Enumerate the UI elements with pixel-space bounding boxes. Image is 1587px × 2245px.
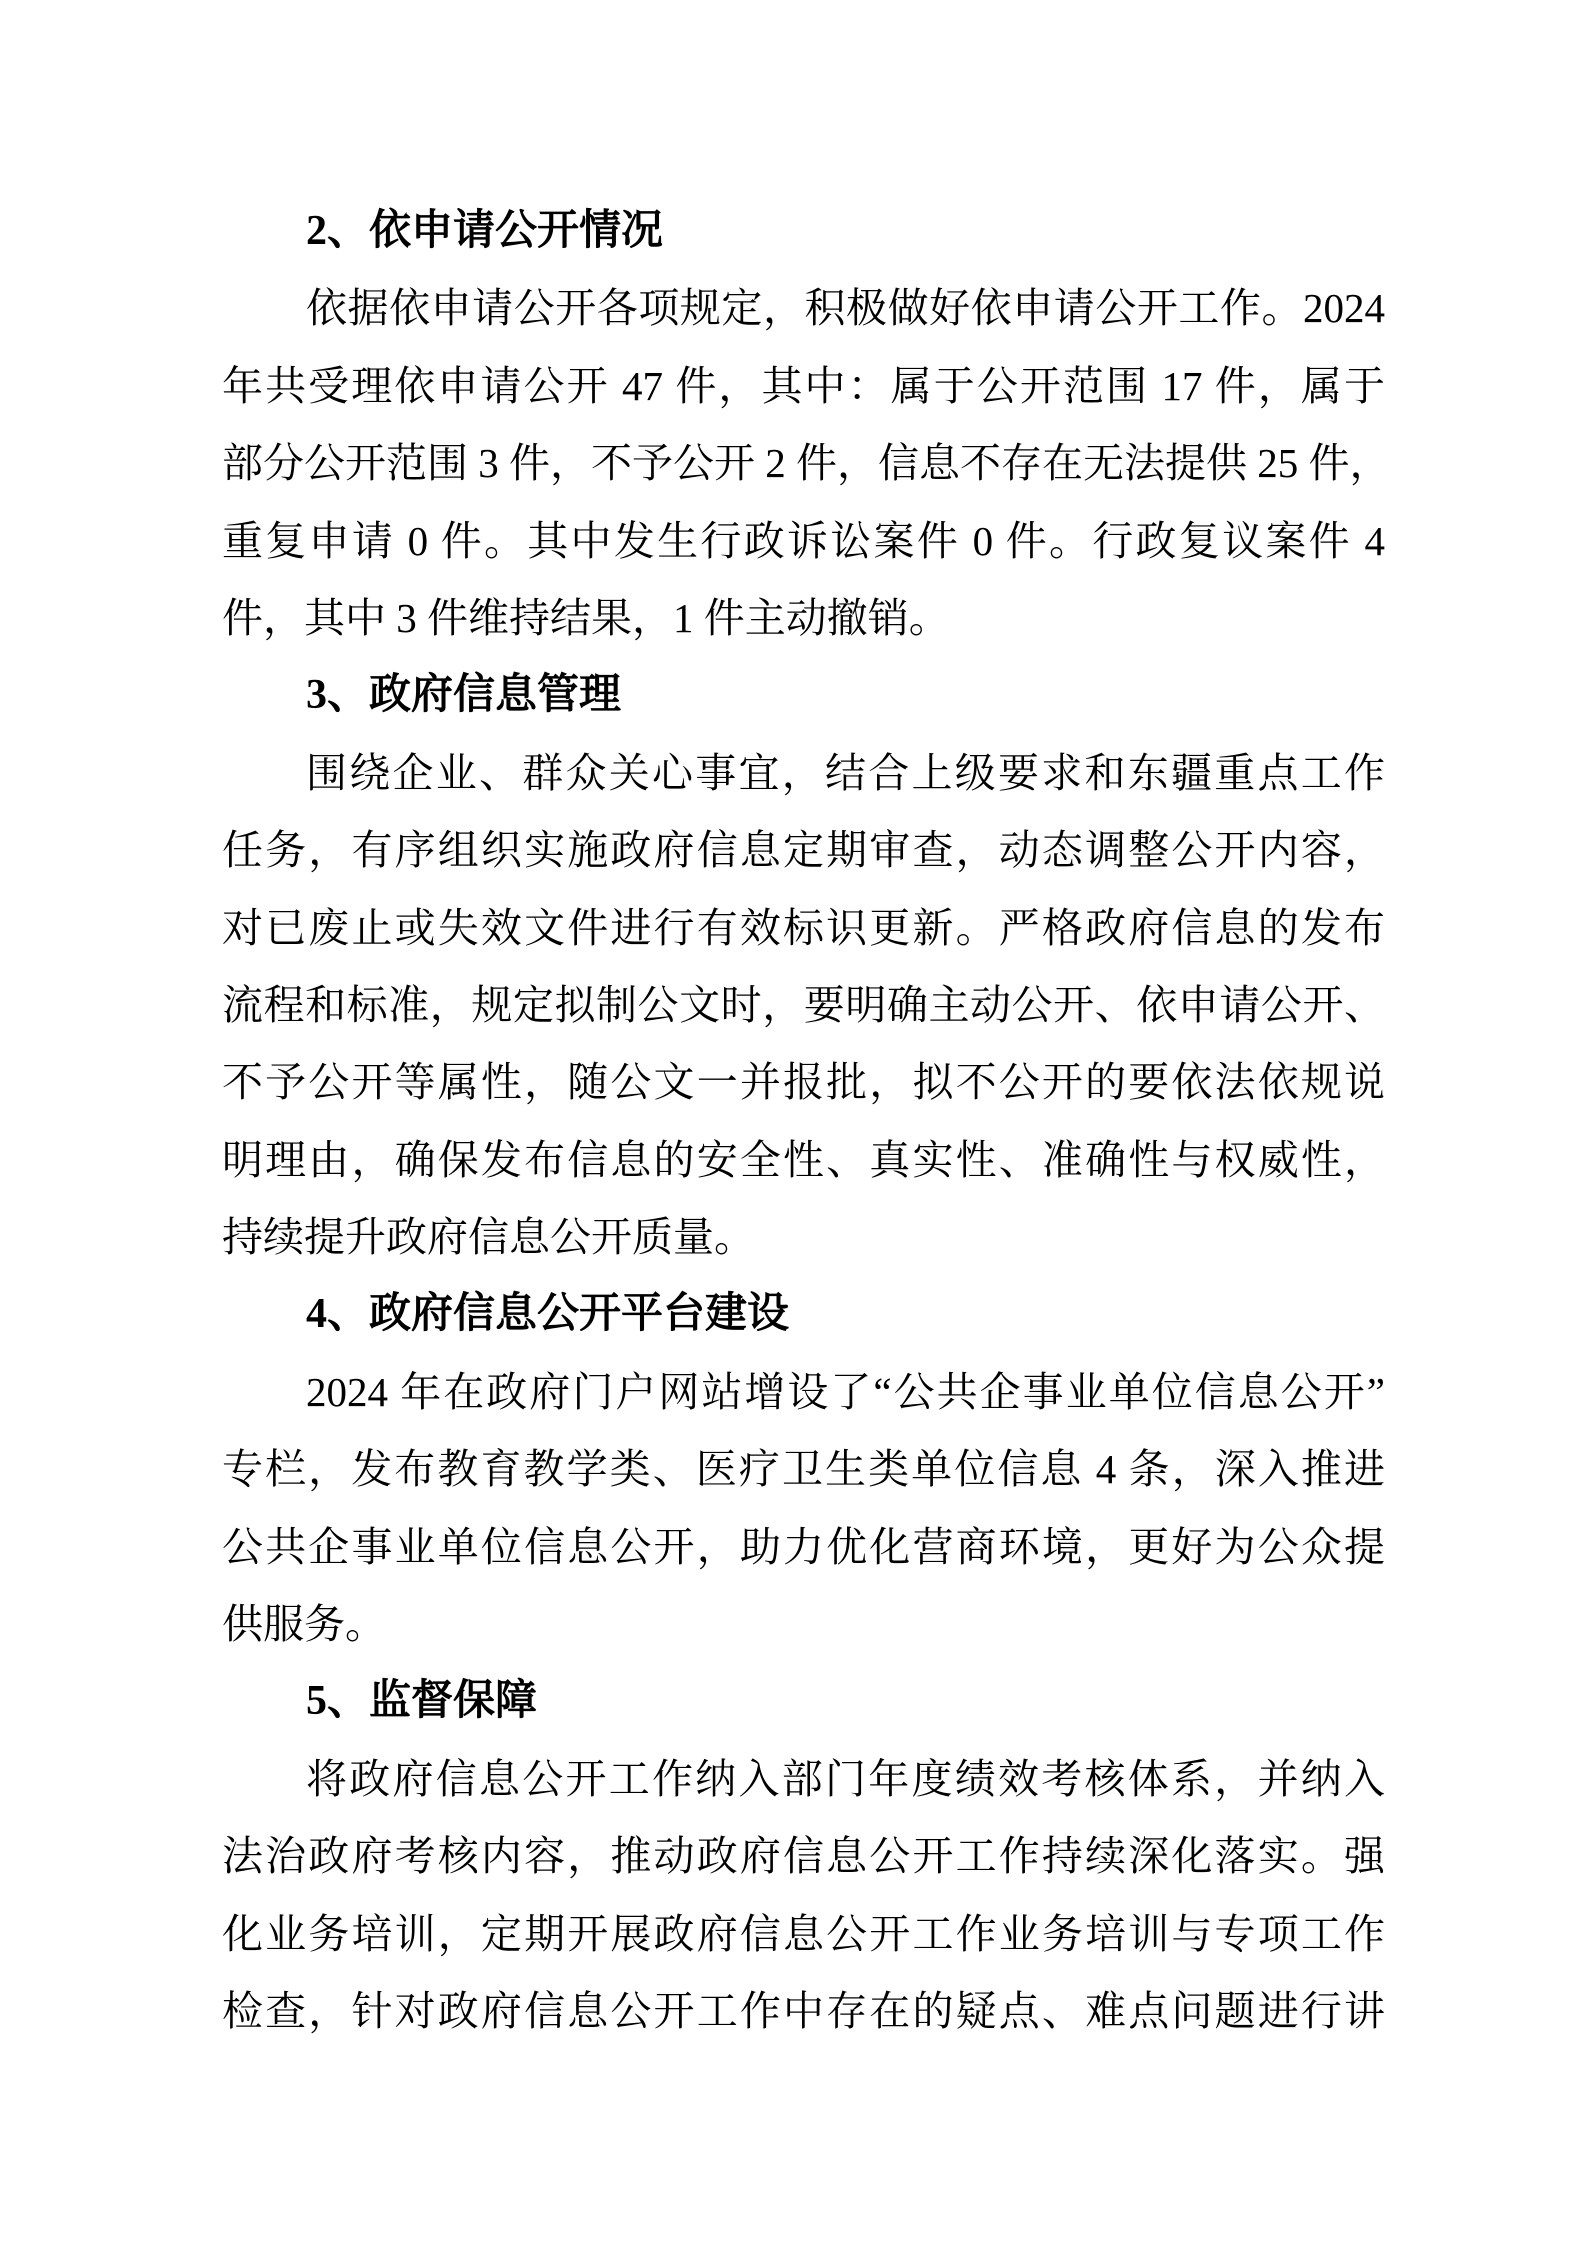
section-heading: 2、依申请公开情况 <box>306 208 664 254</box>
paragraph-line: 2024 年在政府门户网站增设了“公共企事业单位信息公开” <box>306 1368 1385 1415</box>
paragraph-line: 件，其中 3 件维持结果，1 件主动撤销。 <box>222 594 950 641</box>
paragraph-line: 检查，针对政府信息公开工作中存在的疑点、难点问题进行讲 <box>222 1987 1385 2034</box>
paragraph-line: 不予公开等属性，随公文一并报批，拟不公开的要依法依规说 <box>222 1059 1385 1106</box>
paragraph-line: 明理由，确保发布信息的安全性、真实性、准确性与权威性， <box>222 1136 1385 1183</box>
paragraph-line: 对已废止或失效文件进行有效标识更新。严格政府信息的发布 <box>222 904 1385 951</box>
paragraph-line: 流程和标准，规定拟制公文时，要明确主动公开、依申请公开、 <box>222 981 1385 1028</box>
paragraph-line: 依据依申请公开各项规定，积极做好依申请公开工作。2024 <box>306 285 1385 332</box>
section-heading: 4、政府信息公开平台建设 <box>306 1291 790 1338</box>
paragraph-line: 将政府信息公开工作纳入部门年度绩效考核体系，并纳入 <box>306 1755 1385 1802</box>
section-heading: 3、政府信息管理 <box>306 672 622 719</box>
paragraph-line: 法治政府考核内容，推动政府信息公开工作持续深化落实。强 <box>222 1833 1385 1880</box>
paragraph-line: 公共企事业单位信息公开，助力优化营商环境，更好为公众提 <box>222 1523 1385 1570</box>
paragraph-line: 供服务。 <box>222 1601 386 1648</box>
paragraph-line: 部分公开范围 3 件，不予公开 2 件，信息不存在无法提供 25 件， <box>222 440 1391 487</box>
paragraph-line: 围绕企业、群众关心事宜，结合上级要求和东疆重点工作 <box>306 749 1385 796</box>
section-heading: 5、监督保障 <box>306 1678 538 1725</box>
paragraph-line: 年共受理依申请公开 47 件，其中：属于公开范围 17 件，属于 <box>222 362 1385 409</box>
document-text <box>222 193 1391 2050</box>
paragraph-line: 专栏，发布教育教学类、医疗卫生类单位信息 4 条，深入推进 <box>222 1446 1385 1493</box>
paragraph-line: 持续提升政府信息公开质量。 <box>222 1214 755 1261</box>
paragraph-line: 化业务培训，定期开展政府信息公开工作业务培训与专项工作 <box>222 1910 1385 1957</box>
paragraph-line: 重复申请 0 件。其中发生行政诉讼案件 0 件。行政复议案件 4 <box>222 517 1385 564</box>
paragraph-line: 任务，有序组织实施政府信息定期审查，动态调整公开内容， <box>222 827 1385 874</box>
